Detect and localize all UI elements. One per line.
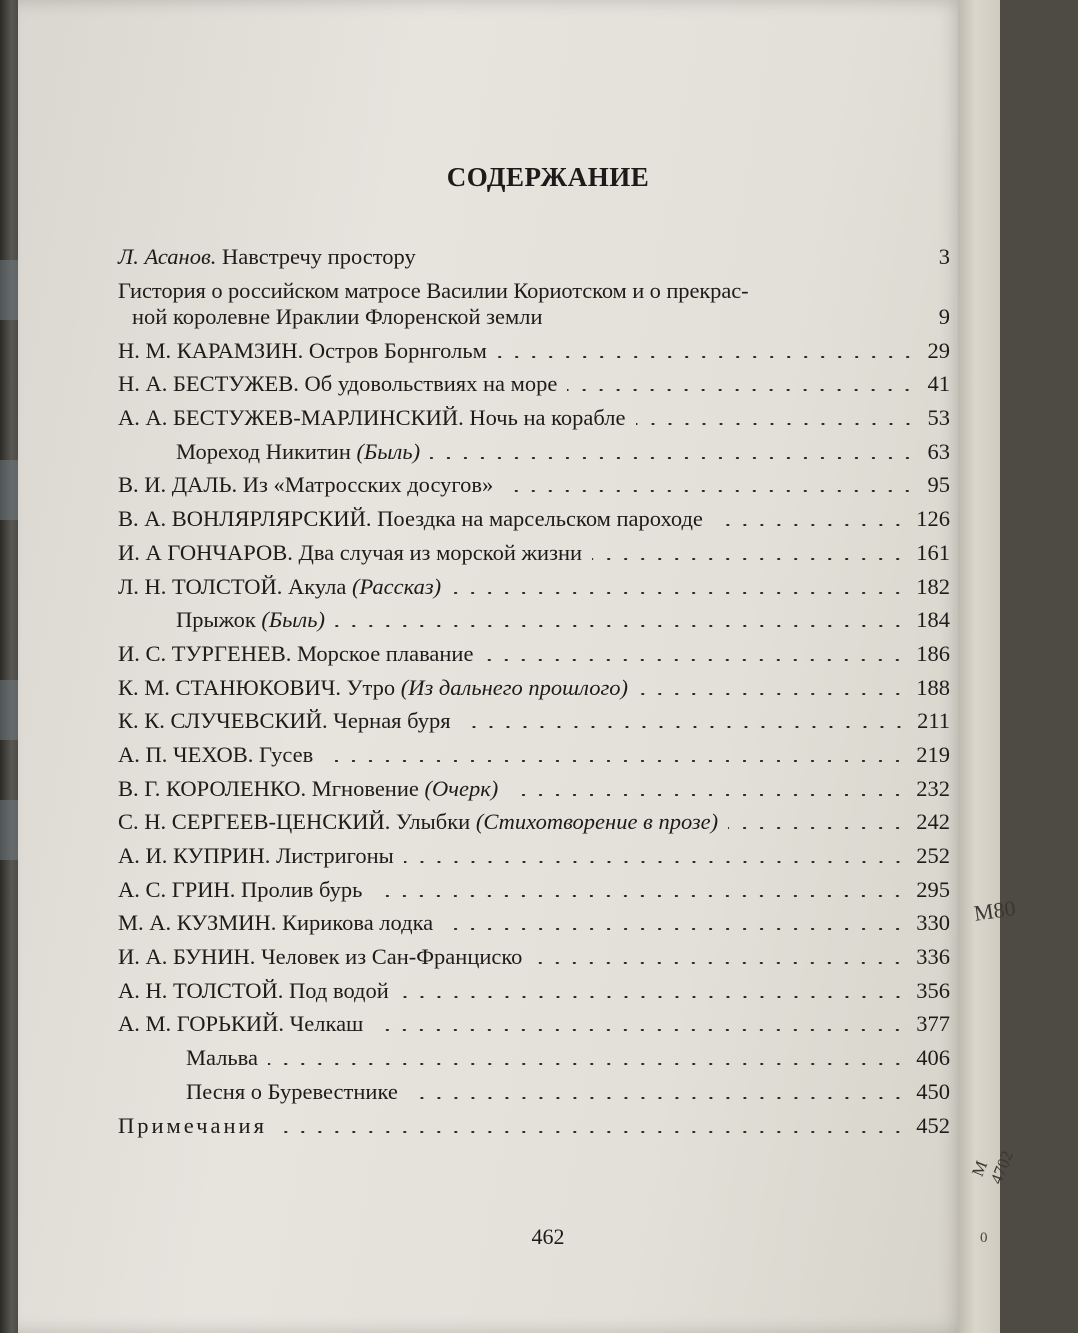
toc-genre: (Очерк) [424,775,499,801]
toc-page-number: 184 [916,607,950,633]
toc-page-number: 95 [927,472,950,498]
toc-entry [118,1105,950,1139]
toc-page-number: 53 [927,405,950,431]
toc-entry-text [118,708,451,734]
toc-entry-text [118,607,325,633]
toc-title: Листригоны [276,843,394,868]
toc-genre: (Быль) [261,607,325,633]
toc-entry-text [118,1079,398,1105]
toc-title: Человек из Сан-Франциско [261,944,523,970]
toc-entry [118,903,950,937]
toc-page-number: 242 [916,809,950,835]
toc-page-number: 211 [917,708,950,734]
dot-leader [567,389,916,391]
toc-title: Гусев [258,741,314,767]
dot-leader [713,524,906,526]
toc-page-number: 452 [916,1112,950,1138]
toc-title: Под водой [289,977,389,1003]
toc-genre: (Быль) [356,438,421,464]
toc-entry [118,532,950,566]
dot-leader [483,659,906,661]
dot-leader [426,262,916,264]
toc-entry-text [118,371,557,397]
toc-page-number: 29 [927,337,950,363]
page-number: 462 [531,1224,565,1249]
dot-leader [508,794,906,796]
toc-entry [118,633,950,667]
dot-leader [373,1029,906,1031]
dot-leader [636,423,917,425]
dot-leader [497,356,916,358]
toc-entry-text [118,278,748,330]
toc-author: Л. Асанов. [118,244,217,269]
toc-entry-text [118,944,522,970]
toc-entry [118,364,950,398]
toc-title: Прыжок [176,607,256,633]
toc-title: Улыбки [396,809,471,835]
toc-entry [118,234,950,270]
toc-entry [118,734,950,768]
toc-author: М. А. КУЗМИН. [118,910,277,936]
toc-title: Навстречу простору [221,244,416,269]
toc-title: Мгновение [311,775,419,801]
toc-entry [118,936,950,970]
toc-entry-text [118,244,416,270]
toc-title: Об удовольствиях на море [304,371,558,397]
toc-page-number: 188 [916,674,950,700]
toc-author: А. П. ЧЕХОВ. [118,741,254,767]
toc-entry-text [118,439,420,465]
toc-author: И. А ГОНЧАРОВ. [118,539,293,565]
toc-entry [118,869,950,903]
dot-leader [592,558,906,560]
toc-page-number: 330 [916,910,950,936]
toc-title: Ночь на корабле [469,405,626,431]
toc-title: Примечания [118,1112,267,1138]
margin-stamp-second-line: 0 [980,1230,988,1246]
toc-entry-text [118,1113,267,1139]
toc-author: Н. А. БЕСТУЖЕВ. [118,371,299,397]
toc-author: И. А. БУНИН. [118,944,256,970]
toc-entry [118,835,950,869]
toc-title-line: Гистория о российском матросе Василии Кориотском и о прекрас- [118,278,749,303]
toc-title: Мореход Никитин [176,438,351,464]
toc-genre: (Рассказ) [352,573,442,599]
toc-entry-text [118,978,389,1004]
toc-page-number: 63 [927,438,950,464]
toc-entry [118,330,950,364]
toc-page-number: 377 [916,1011,950,1037]
toc-page-number: 3 [938,244,950,269]
toc-page-number: 126 [916,506,950,532]
toc-entry [118,802,950,836]
next-page-edge [958,0,1018,1333]
dot-leader [532,962,906,964]
toc-author: Н. М. КАРАМЗИН. [118,337,304,363]
toc-title: Пролив бурь [241,876,363,902]
toc-author: В. Г. КОРОЛЕНКО. [118,775,307,801]
toc-title: Утро [346,674,396,700]
toc-page-number: 356 [916,977,950,1003]
contents-heading: СОДЕРЖАНИЕ [446,162,650,192]
margin-mark: М80 [972,895,1018,926]
toc-entry-text [118,1011,363,1037]
toc-entry-text [118,641,473,667]
toc-title: Песня о Буревестнике [186,1078,398,1104]
toc-page-number: 41 [927,371,950,397]
toc-title: Два случая из морской жизни [298,539,583,565]
dot-leader [451,592,906,594]
toc-title: Поездка на марсельском пароходе [377,506,703,532]
toc-entry-text [118,809,718,835]
dot-leader [728,827,906,829]
toc-page-number: 232 [916,775,950,801]
toc-entry-text [118,574,441,600]
toc-page-number: 450 [916,1078,950,1104]
toc-author: В. И. ДАЛЬ. [118,472,238,498]
toc-author: А. А. БЕСТУЖЕВ-МАРЛИНСКИЙ. [118,405,464,431]
margin-stamp: М 4702 [968,1147,1017,1187]
toc-entry-text [118,742,313,768]
toc-entry [118,600,950,634]
dot-leader [503,490,916,492]
dot-leader [638,693,906,695]
toc-title: Мальва [186,1045,258,1071]
toc-title: Черная буря [333,708,451,734]
toc-entry [118,465,950,499]
toc-entry-text [118,910,433,936]
dot-leader [758,322,916,324]
dot-leader [323,760,906,762]
toc-page-number: 9 [938,304,950,329]
toc-entry-text [118,472,493,498]
toc-entry [118,431,950,465]
toc-entry [118,970,950,1004]
toc-title: Остров Борнгольм [308,337,487,363]
toc-page-number: 219 [916,741,950,767]
toc-author: В. А. ВОНЛЯРЛЯРСКИЙ. [118,506,372,532]
toc-entry-text [118,506,703,532]
toc-author: А. И. КУПРИН. [118,843,271,868]
toc-title: Морское плавание [296,640,474,666]
toc-page-number: 406 [916,1045,950,1071]
toc-entry-text [118,843,394,869]
toc-title: Челкаш [289,1011,364,1037]
dot-leader [404,861,906,863]
dot-leader [268,1063,906,1065]
toc-title: Кирикова лодка [281,910,434,936]
toc-page-number: 161 [916,539,950,565]
toc-entry [118,768,950,802]
toc-title: Из «Матросских досугов» [242,472,494,498]
dot-leader [399,996,906,998]
toc-entry [118,667,950,701]
toc-entry-text [118,877,362,903]
dot-leader [335,625,906,627]
toc-page-number: 252 [916,843,950,868]
book-page [18,0,968,1333]
dot-leader [277,1131,906,1133]
toc-page-number: 182 [916,573,950,599]
toc-author: К. М. СТАНЮКОВИЧ. [118,674,341,700]
toc-entry-text [118,338,487,364]
dot-leader [430,457,916,459]
toc-entry-text [118,675,628,701]
toc-entry-text [118,1045,258,1071]
toc-entry [118,566,950,600]
toc-genre: (Стихотворение в прозе) [475,809,719,835]
toc-author: С. Н. СЕРГЕЕВ-ЦЕНСКИЙ. [118,809,391,835]
toc-entry [118,270,950,330]
toc-entry-text [118,405,626,431]
toc-entry [118,1071,950,1105]
toc-author: И. С. ТУРГЕНЕВ. [118,640,292,666]
toc-page-number: 186 [916,640,950,666]
table-of-contents [118,234,950,1139]
toc-page-number: 295 [916,876,950,902]
dot-leader [372,895,906,897]
dot-leader [408,1097,906,1099]
toc-page-number: 336 [916,944,950,970]
toc-author: Л. Н. ТОЛСТОЙ. [118,573,283,599]
toc-entry [118,1037,950,1071]
toc-author: К. К. СЛУЧЕВСКИЙ. [118,708,328,734]
toc-author: А. М. ГОРЬКИЙ. [118,1011,285,1037]
toc-entry-text [118,776,498,802]
toc-entry-text [118,540,582,566]
toc-genre: (Из дальнего прошлого) [400,674,628,700]
toc-entry [118,397,950,431]
toc-title: Акула [288,573,347,599]
dot-leader [443,928,906,930]
dot-leader [461,726,907,728]
toc-entry [118,498,950,532]
toc-title-line: ной королевне Ираклии Флоренской земли [132,304,543,329]
toc-author: А. Н. ТОЛСТОЙ. [118,977,284,1003]
toc-author: А. С. ГРИН. [118,876,236,902]
toc-entry [118,1004,950,1038]
toc-entry [118,701,950,735]
